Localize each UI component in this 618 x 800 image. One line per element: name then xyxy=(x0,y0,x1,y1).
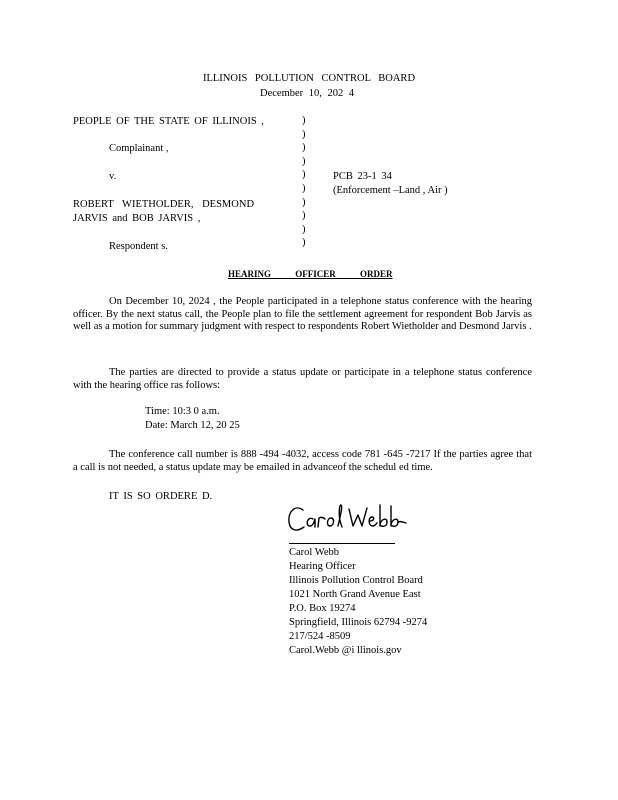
handwritten-signature xyxy=(285,500,415,540)
signer-name: Carol Webb xyxy=(289,547,339,558)
case-type: (Enforcement –Land , Air ) xyxy=(333,185,448,196)
respondents-label: Respondent s. xyxy=(109,241,168,252)
conference-date: Date: March 12, 20 25 xyxy=(145,420,240,431)
caption-paren: ) xyxy=(302,169,306,181)
caption-paren: ) xyxy=(302,210,306,222)
signer-title: Hearing Officer xyxy=(289,561,356,572)
paragraph-text: On December 10, 2024 , the People participated in a telephone status conference with the hearing officer. By the next status call, the People plan to file the settlement agreement for respondent Bob Jarvis as well as a motion for summary judgment with respect to respondents Robert Wietholder and Desmond Jarvis . xyxy=(73,296,532,332)
paragraph-status-call xyxy=(73,296,532,334)
defendant-line-1: ROBERT WIETHOLDER, DESMOND xyxy=(73,199,255,210)
address-po-box: P.O. Box 19274 xyxy=(289,603,356,614)
so-ordered: IT IS SO ORDERE D. xyxy=(109,491,213,502)
order-date: December 10, 202 4 xyxy=(260,88,355,99)
paragraph-call-details xyxy=(73,449,532,474)
paragraph-text: The parties are directed to provide a status update or participate in a telephone status conference with the hearing office ras follows: xyxy=(73,367,532,391)
versus-label: v. xyxy=(109,171,117,182)
complainant-label: Complainant , xyxy=(109,143,169,154)
caption-paren: ) xyxy=(302,196,306,208)
case-number: PCB 23-1 34 xyxy=(333,171,392,182)
caption-paren: ) xyxy=(302,182,306,194)
caption-paren: ) xyxy=(302,128,306,140)
signature-block xyxy=(289,546,427,658)
caption-paren: ) xyxy=(302,223,306,235)
address-street: 1021 North Grand Avenue East xyxy=(289,589,421,600)
caption-paren: ) xyxy=(302,142,306,154)
email-address: Carol.Webb @i llinois.gov xyxy=(289,645,402,656)
caption-paren: ) xyxy=(302,237,306,249)
phone-number: 217/524 -8509 xyxy=(289,631,351,642)
paragraph-directive xyxy=(73,367,532,392)
paragraph-text: The conference call number is 888 -494 -4032, access code 781 -645 -7217 If the parties agree that a call is not needed, a status update may be emailed in advanceof the schedul ed time. xyxy=(73,449,532,473)
plaintiff-name: PEOPLE OF THE STATE OF ILLINOIS , xyxy=(73,116,264,127)
signature-line xyxy=(289,543,395,544)
caption-paren: ) xyxy=(302,155,306,167)
order-title: HEARING OFFICER ORDER xyxy=(228,269,393,279)
conference-time: Time: 10:3 0 a.m. xyxy=(145,406,220,417)
board-name: ILLINOIS POLLUTION CONTROL BOARD xyxy=(202,73,416,84)
defendant-line-2: JARVIS and BOB JARVIS , xyxy=(73,213,201,224)
address-city: Springfield, Illinois 62794 -9274 xyxy=(289,617,428,628)
caption-parentheses xyxy=(302,114,306,250)
signer-organization: Illinois Pollution Control Board xyxy=(289,575,423,586)
caption-paren: ) xyxy=(302,115,306,126)
